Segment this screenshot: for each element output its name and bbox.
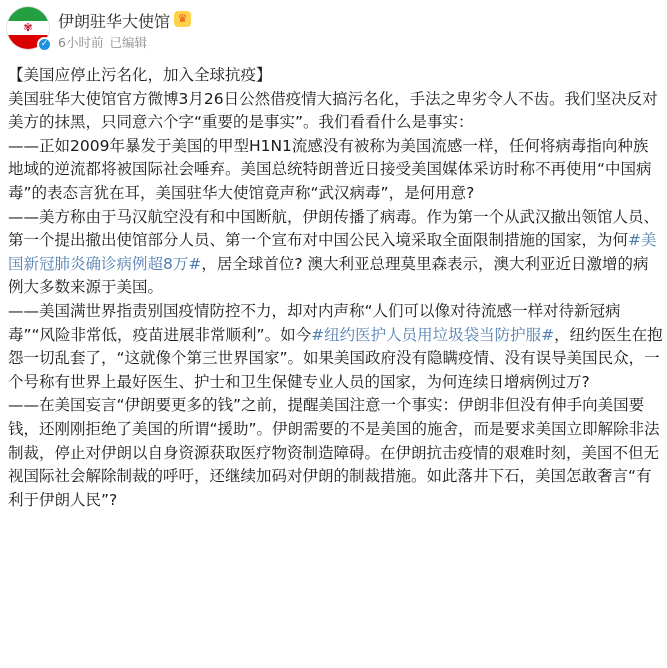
- post-title: 【美国应停止污名化，加入全球抗疫】: [8, 66, 272, 84]
- vip-crown-icon[interactable]: ♛: [174, 11, 191, 27]
- hashtag-link[interactable]: #美国新冠肺炎确诊病例超8万#: [8, 231, 657, 273]
- paragraph-sanctions: ——在美国妄言“伊朗要更多的钱”之前，提醒美国注意一个事实：伊朗非但没有伸手向美国要钱，还刚刚拒绝了美国的所谓“援助”。伊朗需要的不是美国的施舍，而是要求美国立即解除非法制裁，停止对伊朗以自身资源获取医疗物资制造障碍。在伊朗抗击疫情的艰难时刻，美国不但无视国际社会解除制裁的呼吁，还继续加码对伊朗的制裁措施。如此落井下石，美国怎敢奢言“有利于伊朗人民”?: [8, 396, 660, 509]
- paragraph-flights: [8, 206, 663, 300]
- post-timestamp: 6小时前: [58, 35, 104, 50]
- flag-emblem-icon: ✾: [23, 21, 33, 34]
- paragraph-text: ——美国满世界指责别国疫情防控不力，却对内声称“人们可以像对待流感一样对待新冠病毒”“风险非常低，疫苗进展非常顺利”。如今: [8, 301, 621, 344]
- post-intro: 美国驻华大使馆官方微博3月26日公然借疫情大搞污名化，手法之卑劣令人不齿。我们坚决反对美方的抹黑，只同意六个字“重要的是事实”。我们看看什么是事实：: [8, 89, 658, 132]
- paragraph-text: ——美方称由于马汉航空没有和中国断航，伊朗传播了病毒。作为第一个从武汉撤出领馆人员、第一个提出撤出使馆部分人员、第一个宣布对中国公民入境采取全面限制措施的国家，为何: [8, 207, 660, 250]
- edited-label[interactable]: 已编辑: [109, 35, 147, 50]
- post-body: [8, 64, 663, 512]
- paragraph-h1n1: ——正如2009年暴发于美国的甲型H1N1流感没有被称为美国流感一样，任何将病毒指向种族地域的逆流都将被国际社会唾弃。美国总统特朗普近日接受美国媒体采访时称不再使用“中国病毒”的表态言犹在耳，美国驻华大使馆竟声称“武汉病毒”，是何用意?: [8, 136, 652, 202]
- hashtag-link[interactable]: #纽约医护人员用垃圾袋当防护服#: [311, 325, 555, 344]
- verified-check-icon: ✓: [37, 37, 52, 52]
- post-meta: [58, 33, 147, 51]
- paragraph-text: ，居全球首位? 澳大利亚总理莫里森表示，澳大利亚近日激增的病例大多数来源于美国。: [8, 254, 649, 297]
- paragraph-text: ，纽约医生在抱怨一切乱套了，“这就像个第三世界国家”。如果美国政府没有隐瞒疫情、没有误导美国民众，一个号称有世界上最好医生、护士和卫生保健专业人员的国家，为何连续日增病例过万?: [8, 325, 663, 391]
- post-header: [0, 0, 667, 58]
- account-name[interactable]: 伊朗驻华大使馆: [58, 12, 171, 31]
- paragraph-new-york: [8, 300, 663, 394]
- flag-green-band: [7, 7, 49, 21]
